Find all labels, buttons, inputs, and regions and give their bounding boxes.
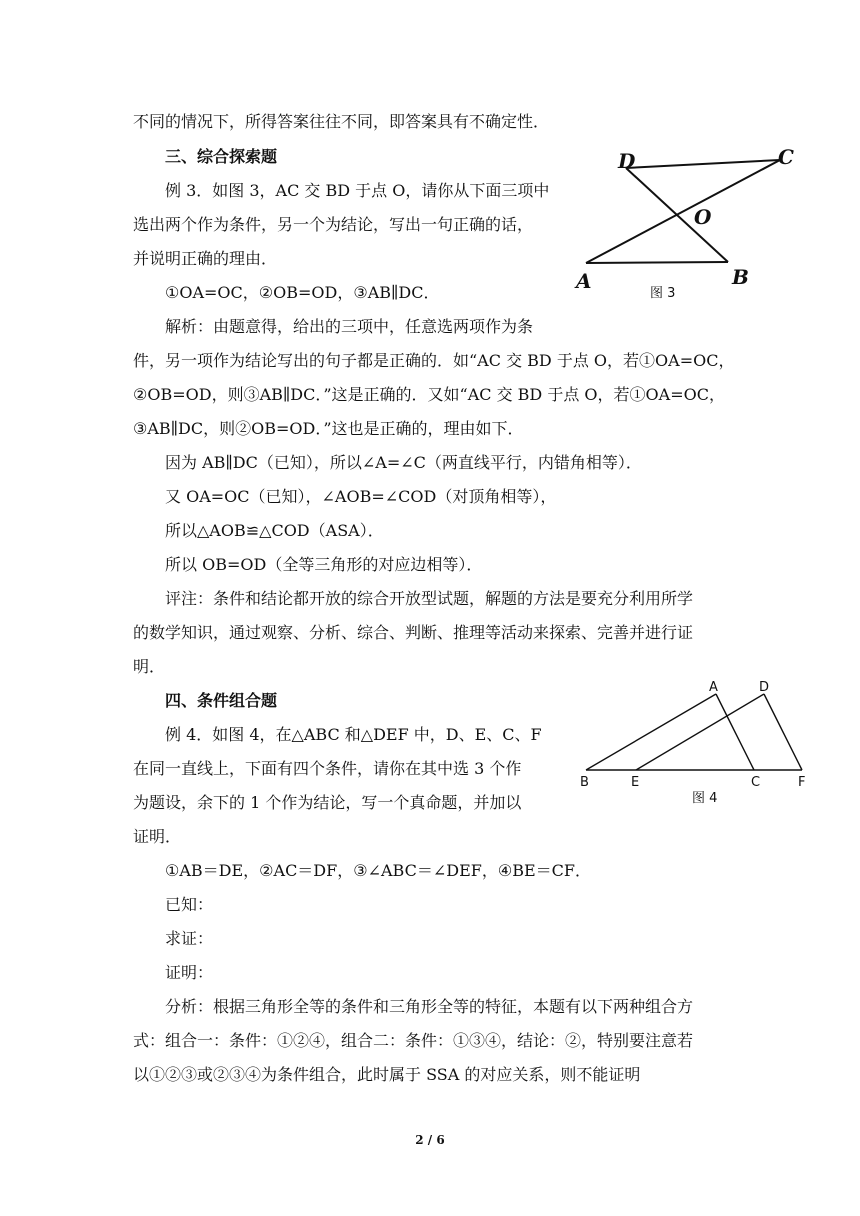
text-line-13: 所以△AOB≌△COD（ASA）．: [165, 521, 384, 540]
segment-ac: [716, 694, 754, 770]
text-line-28: 式：组合一：条件：①②④，组合二：条件：①③④，结论：②，特别要注意若: [133, 1031, 694, 1050]
segment-ac: [586, 160, 780, 263]
text-line-17: 明．: [133, 657, 166, 676]
text-line-1: 不同的情况下，所得答案往往不同，即答案具有不确定性．: [133, 112, 550, 131]
text-line-7: 解析：由题意得，给出的三项中，任意选两项作为条: [165, 317, 534, 336]
figure-4: [574, 678, 814, 808]
text-line-14: 所以 OB=OD（全等三角形的对应边相等）．: [165, 555, 483, 574]
label-d: D: [618, 149, 636, 173]
label-e: E: [631, 775, 640, 790]
label-d: D: [759, 680, 770, 695]
text-line-8: 件，另一项作为结论写出的句子都是正确的．如“AC 交 BD 于点 O，若①OA=OC，: [133, 351, 735, 370]
label-c: C: [778, 145, 794, 169]
text-line-4: 选出两个作为条件，另一个为结论，写出一句正确的话，: [133, 215, 534, 234]
segment-db: [626, 168, 728, 262]
text-line-5: 并说明正确的理由．: [133, 249, 278, 268]
label-f: F: [798, 775, 806, 790]
section-heading-4: 四、条件组合题: [165, 691, 278, 710]
label-b: B: [732, 265, 749, 289]
text-line-16: 的数学知识，通过观察、分析、综合、判断、推理等活动来探索、完善并进行证: [133, 623, 694, 642]
text-line-10: ③AB∥DC，则②OB=OD．”这也是正确的，理由如下．: [133, 419, 524, 438]
text-line-19: 例 4．如图 4，在△ABC 和△DEF 中，D、E、C、F: [165, 725, 542, 744]
text-line-23: ①AB＝DE，②AC＝DF，③∠ABC＝∠DEF，④BE＝CF．: [165, 861, 591, 880]
label-b: B: [580, 775, 589, 790]
text-line-24: 已知：: [165, 895, 214, 914]
text-line-29: 以①②③或②③④为条件组合，此时属于 SSA 的对应关系，则不能证明: [133, 1065, 641, 1084]
text-line-22: 证明．: [133, 827, 182, 846]
text-line-25: 求证：: [165, 929, 214, 948]
text-line-9: ②OB=OD，则③AB∥DC．”这是正确的．又如“AC 交 BD 于点 O，若①OA=OC，: [133, 385, 725, 404]
page-number: 2 / 6: [415, 1133, 445, 1147]
label-a: A: [576, 269, 592, 293]
text-line-20: 在同一直线上，下面有四个条件，请你在其中选 3 个作: [133, 759, 522, 778]
label-a: A: [709, 680, 718, 695]
text-line-21: 为题设，余下的 1 个作为结论，写一个真命题，并加以: [133, 793, 522, 812]
text-line-12: 又 OA=OC（已知），∠AOB=∠COD（对顶角相等），: [165, 487, 557, 506]
text-line-11: 因为 AB∥DC（已知），所以∠A=∠C（两直线平行，内错角相等）．: [165, 453, 642, 472]
figure-4-caption: 图 4: [692, 791, 718, 806]
segment-ab: [586, 262, 728, 263]
segment-df: [764, 694, 802, 770]
segment-ed: [636, 694, 764, 770]
label-o: O: [694, 205, 712, 229]
figure-3: [568, 140, 800, 310]
label-c: C: [751, 775, 761, 790]
figure-3-caption: 图 3: [650, 286, 676, 301]
text-line-6: ①OA=OC，②OB=OD，③AB∥DC．: [165, 283, 440, 302]
segment-dc: [626, 160, 780, 168]
section-heading-3: 三、综合探索题: [165, 147, 278, 166]
text-line-15: 评注：条件和结论都开放的综合开放型试题，解题的方法是要充分利用所学: [165, 589, 694, 608]
text-line-3: 例 3．如图 3，AC 交 BD 于点 O，请你从下面三项中: [165, 181, 550, 200]
text-line-26: 证明：: [165, 963, 214, 982]
text-line-27: 分析：根据三角形全等的条件和三角形全等的特征，本题有以下两种组合方: [165, 997, 694, 1016]
segment-ba: [586, 694, 716, 770]
